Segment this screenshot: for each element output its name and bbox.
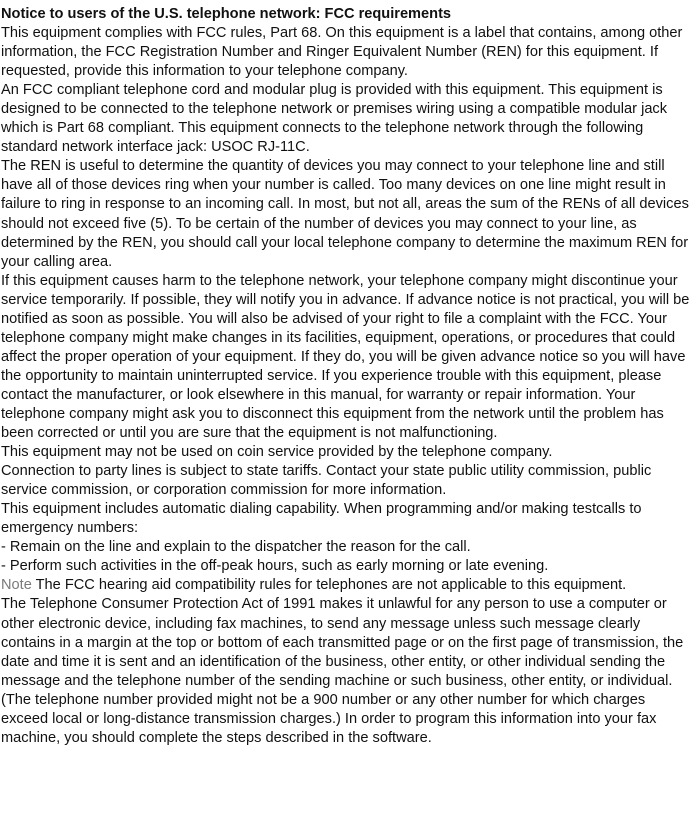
note-label: Note bbox=[1, 577, 32, 594]
paragraph-ren: The REN is useful to determine the quantity of devices you may connect to your telephone line and still have all of those devices ring when your number is called. Too many devices on one line might result in failure to ring in response to an incoming call. In most, but not all, areas the sum of the RENs of all devices should not exceed five (5). To be certain of the number of devices you may connect to your line, as determined by the REN, you should call your local telephone company to determine the maximum REN for your calling area. bbox=[1, 158, 689, 270]
bullet-off-peak: - Perform such activities in the off-peak hours, such as early morning or late evening. bbox=[1, 558, 549, 575]
paragraph-party-lines: Connection to party lines is subject to state tariffs. Contact your state public utility commission, public service commission, or corporation commission for more information. bbox=[1, 463, 652, 499]
paragraph-part68: This equipment complies with FCC rules, Part 68. On this equipment is a label that contains, among other information, the FCC Registration Number and Ringer Equivalent Number (REN) for this equipment. If requested, provide this information to your telephone company. bbox=[1, 25, 683, 80]
paragraph-tcpa: The Telephone Consumer Protection Act of 1991 makes it unlawful for any person to use a computer or other electronic device, including fax machines, to send any message unless such message clearly contains in a margin at the top or bottom of each transmitted page or on the first page of transmission, the date and time it is sent and an identification of the business, other entity, or other individual sending the message and the telephone number of the sending machine or such business, other entity, or individual. (The telephone number provided might not be a 900 number or any other number for which charges exceed local or long-distance transmission charges.) In order to program this information into your fax machine, you should complete the steps described in the software. bbox=[1, 596, 684, 746]
notice-title: Notice to users of the U.S. telephone network: FCC requirements bbox=[1, 6, 452, 22]
note-hearing-aid bbox=[1, 576, 690, 595]
paragraph-coin-service: This equipment may not be used on coin service provided by the telephone company. bbox=[1, 444, 553, 461]
paragraph-modular-plug: An FCC compliant telephone cord and modular plug is provided with this equipment. This equipment is designed to be connected to the telephone network or premises wiring using a compatible modular jack which is Part 68 compliant. This equipment connects to the telephone network through the following standard network interface jack: USOC RJ-11C. bbox=[1, 82, 668, 156]
note-text: The FCC hearing aid compatibility rules for telephones are not applicable to this equipment. bbox=[31, 577, 627, 594]
bullet-remain-on-line: - Remain on the line and explain to the dispatcher the reason for the call. bbox=[1, 539, 471, 556]
paragraph-auto-dialing: This equipment includes automatic dialing capability. When programming and/or making testcalls to emergency numbers: bbox=[1, 501, 642, 537]
paragraph-network-harm: If this equipment causes harm to the telephone network, your telephone company might discontinue your service temporarily. If possible, they will notify you in advance. If advance notice is not practical, you will be notified as soon as possible. You will also be advised of your right to file a complaint with the FCC. Your telephone company might make changes in its facilities, equipment, operations, or procedures that could affect the proper operation of your equipment. If they do, you will be given advance notice so you will have the opportunity to maintain uninterrupted service. If you experience trouble with this equipment, please contact the manufacturer, or look elsewhere in this manual, for warranty or repair information. Your telephone company might ask you to disconnect this equipment from the network until the problem has been corrected or until you are sure that the equipment is not malfunctioning. bbox=[1, 272, 690, 442]
